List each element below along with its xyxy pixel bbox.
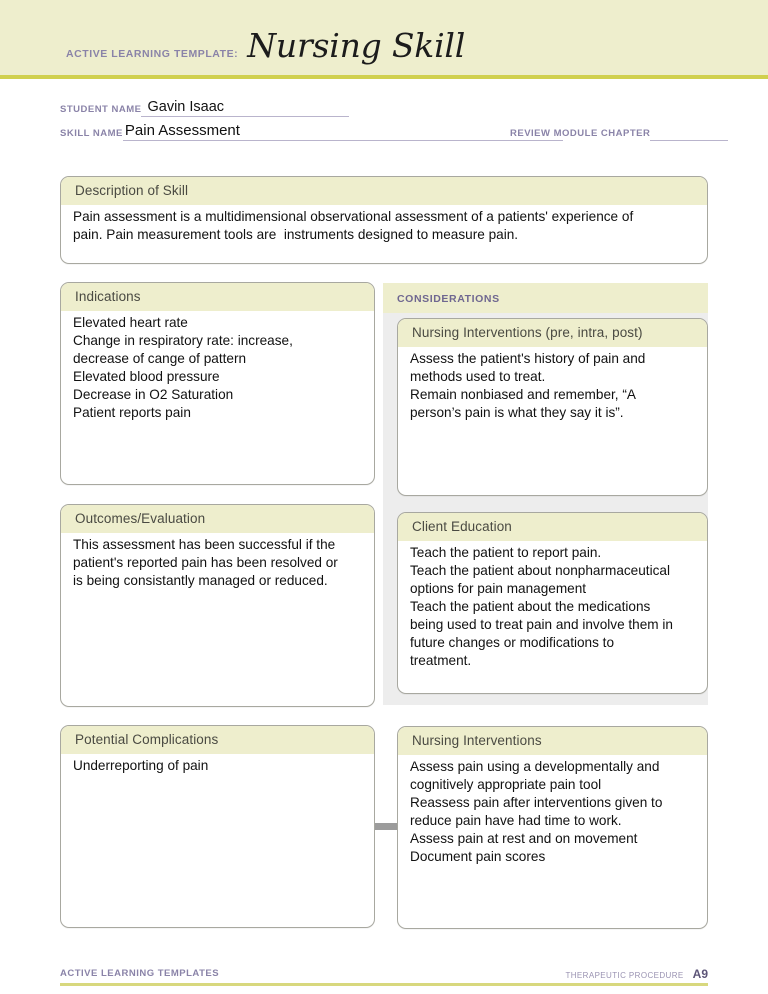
student-name-field-row [60,100,349,117]
header-banner [0,0,768,75]
text-line: cognitively appropriate pain tool [410,776,602,792]
nursing-interventions-pre-intra-post-body[interactable] [398,347,707,428]
text-line: decrease of cange of pattern [73,350,247,366]
text-line: Assess pain using a developmentally and [410,758,660,774]
text-line: Assess the patient's history of pain and [410,350,646,366]
footer-page-number: A9 [692,967,708,981]
text-line: Elevated heart rate [73,314,188,330]
text-line: person’s pain is what they say it is”. [410,404,624,420]
nursing-interventions-card [397,726,708,929]
text-line: reduce pain have had time to work. [410,812,622,828]
indications-title: Indications [61,283,374,311]
outcomes-evaluation-title: Outcomes/Evaluation [61,505,374,533]
nursing-interventions-title: Nursing Interventions [398,727,707,755]
review-module-chapter-label: REVIEW MODULE CHAPTER [510,128,651,139]
text-line: Decrease in O2 Saturation [73,386,234,402]
text-line: being used to treat pain and involve them in [410,616,673,632]
header-divider-rule [0,75,768,79]
nursing-interventions-body[interactable] [398,755,707,872]
text-line: is being consistantly managed or reduced. [73,572,328,588]
text-line: Teach the patient to report pain. [410,544,602,560]
description-of-skill-body[interactable] [61,205,707,250]
header-title-group [66,26,465,65]
footer-meta [565,967,708,981]
student-name-value: Gavin Isaac [147,99,225,115]
page-title: Nursing Skill [247,26,466,65]
considerations-section-label: CONSIDERATIONS [383,283,708,313]
indications-card [60,282,375,485]
review-module-field-row [510,124,728,141]
skill-name-value: Pain Assessment [124,122,240,139]
text-line: Assess pain at rest and on movement [410,830,638,846]
indications-body[interactable] [61,311,374,428]
potential-complications-title: Potential Complications [61,726,374,754]
client-education-body[interactable] [398,541,707,677]
skill-name-input[interactable] [123,124,563,141]
student-name-input[interactable] [141,100,349,117]
footer-procedure-label: THERAPEUTIC PROCEDURE [565,971,684,980]
connector-bar [375,823,397,830]
review-module-chapter-input[interactable] [650,124,728,141]
text-line: Pain assessment is a multidimensional observational assessment of a patients' experience of [73,208,634,224]
outcomes-evaluation-card [60,504,375,707]
text-line: Reassess pain after interventions given to [410,794,663,810]
skill-name-field-row [60,124,563,141]
footer-brand-label: ACTIVE LEARNING TEMPLATES [60,968,220,979]
potential-complications-card [60,725,375,928]
nursing-interventions-pre-intra-post-card [397,318,708,496]
text-line: Patient reports pain [73,404,191,420]
client-education-title: Client Education [398,513,707,541]
text-line: This assessment has been successful if the [73,536,336,552]
text-line: Teach the patient about nonpharmaceutical [410,562,670,578]
text-line: Underreporting of pain [73,757,209,773]
text-line: Document pain scores [410,848,546,864]
text-line: methods used to treat. [410,368,546,384]
text-line: options for pain management [410,580,587,596]
text-line: Teach the patient about the medications [410,598,651,614]
footer-divider-rule [60,983,708,986]
outcomes-evaluation-body[interactable] [61,533,374,596]
client-education-card [397,512,708,694]
student-name-label: STUDENT NAME [60,104,142,115]
text-line: treatment. [410,652,472,668]
text-line: Remain nonbiased and remember, “A [410,386,636,402]
text-line: pain. Pain measurement tools are instruments designed to measure pain. [73,226,519,242]
description-of-skill-title: Description of Skill [61,177,707,205]
header-eyebrow-label: ACTIVE LEARNING TEMPLATE: [66,48,239,60]
text-line: future changes or modifications to [410,634,615,650]
potential-complications-body[interactable] [61,754,374,781]
text-line: Elevated blood pressure [73,368,220,384]
description-of-skill-card [60,176,708,264]
text-line: patient's reported pain has been resolved or [73,554,338,570]
nursing-interventions-pre-intra-post-title: Nursing Interventions (pre, intra, post) [398,319,707,347]
text-line: Change in respiratory rate: increase, [73,332,293,348]
skill-name-label: SKILL NAME [60,128,123,139]
